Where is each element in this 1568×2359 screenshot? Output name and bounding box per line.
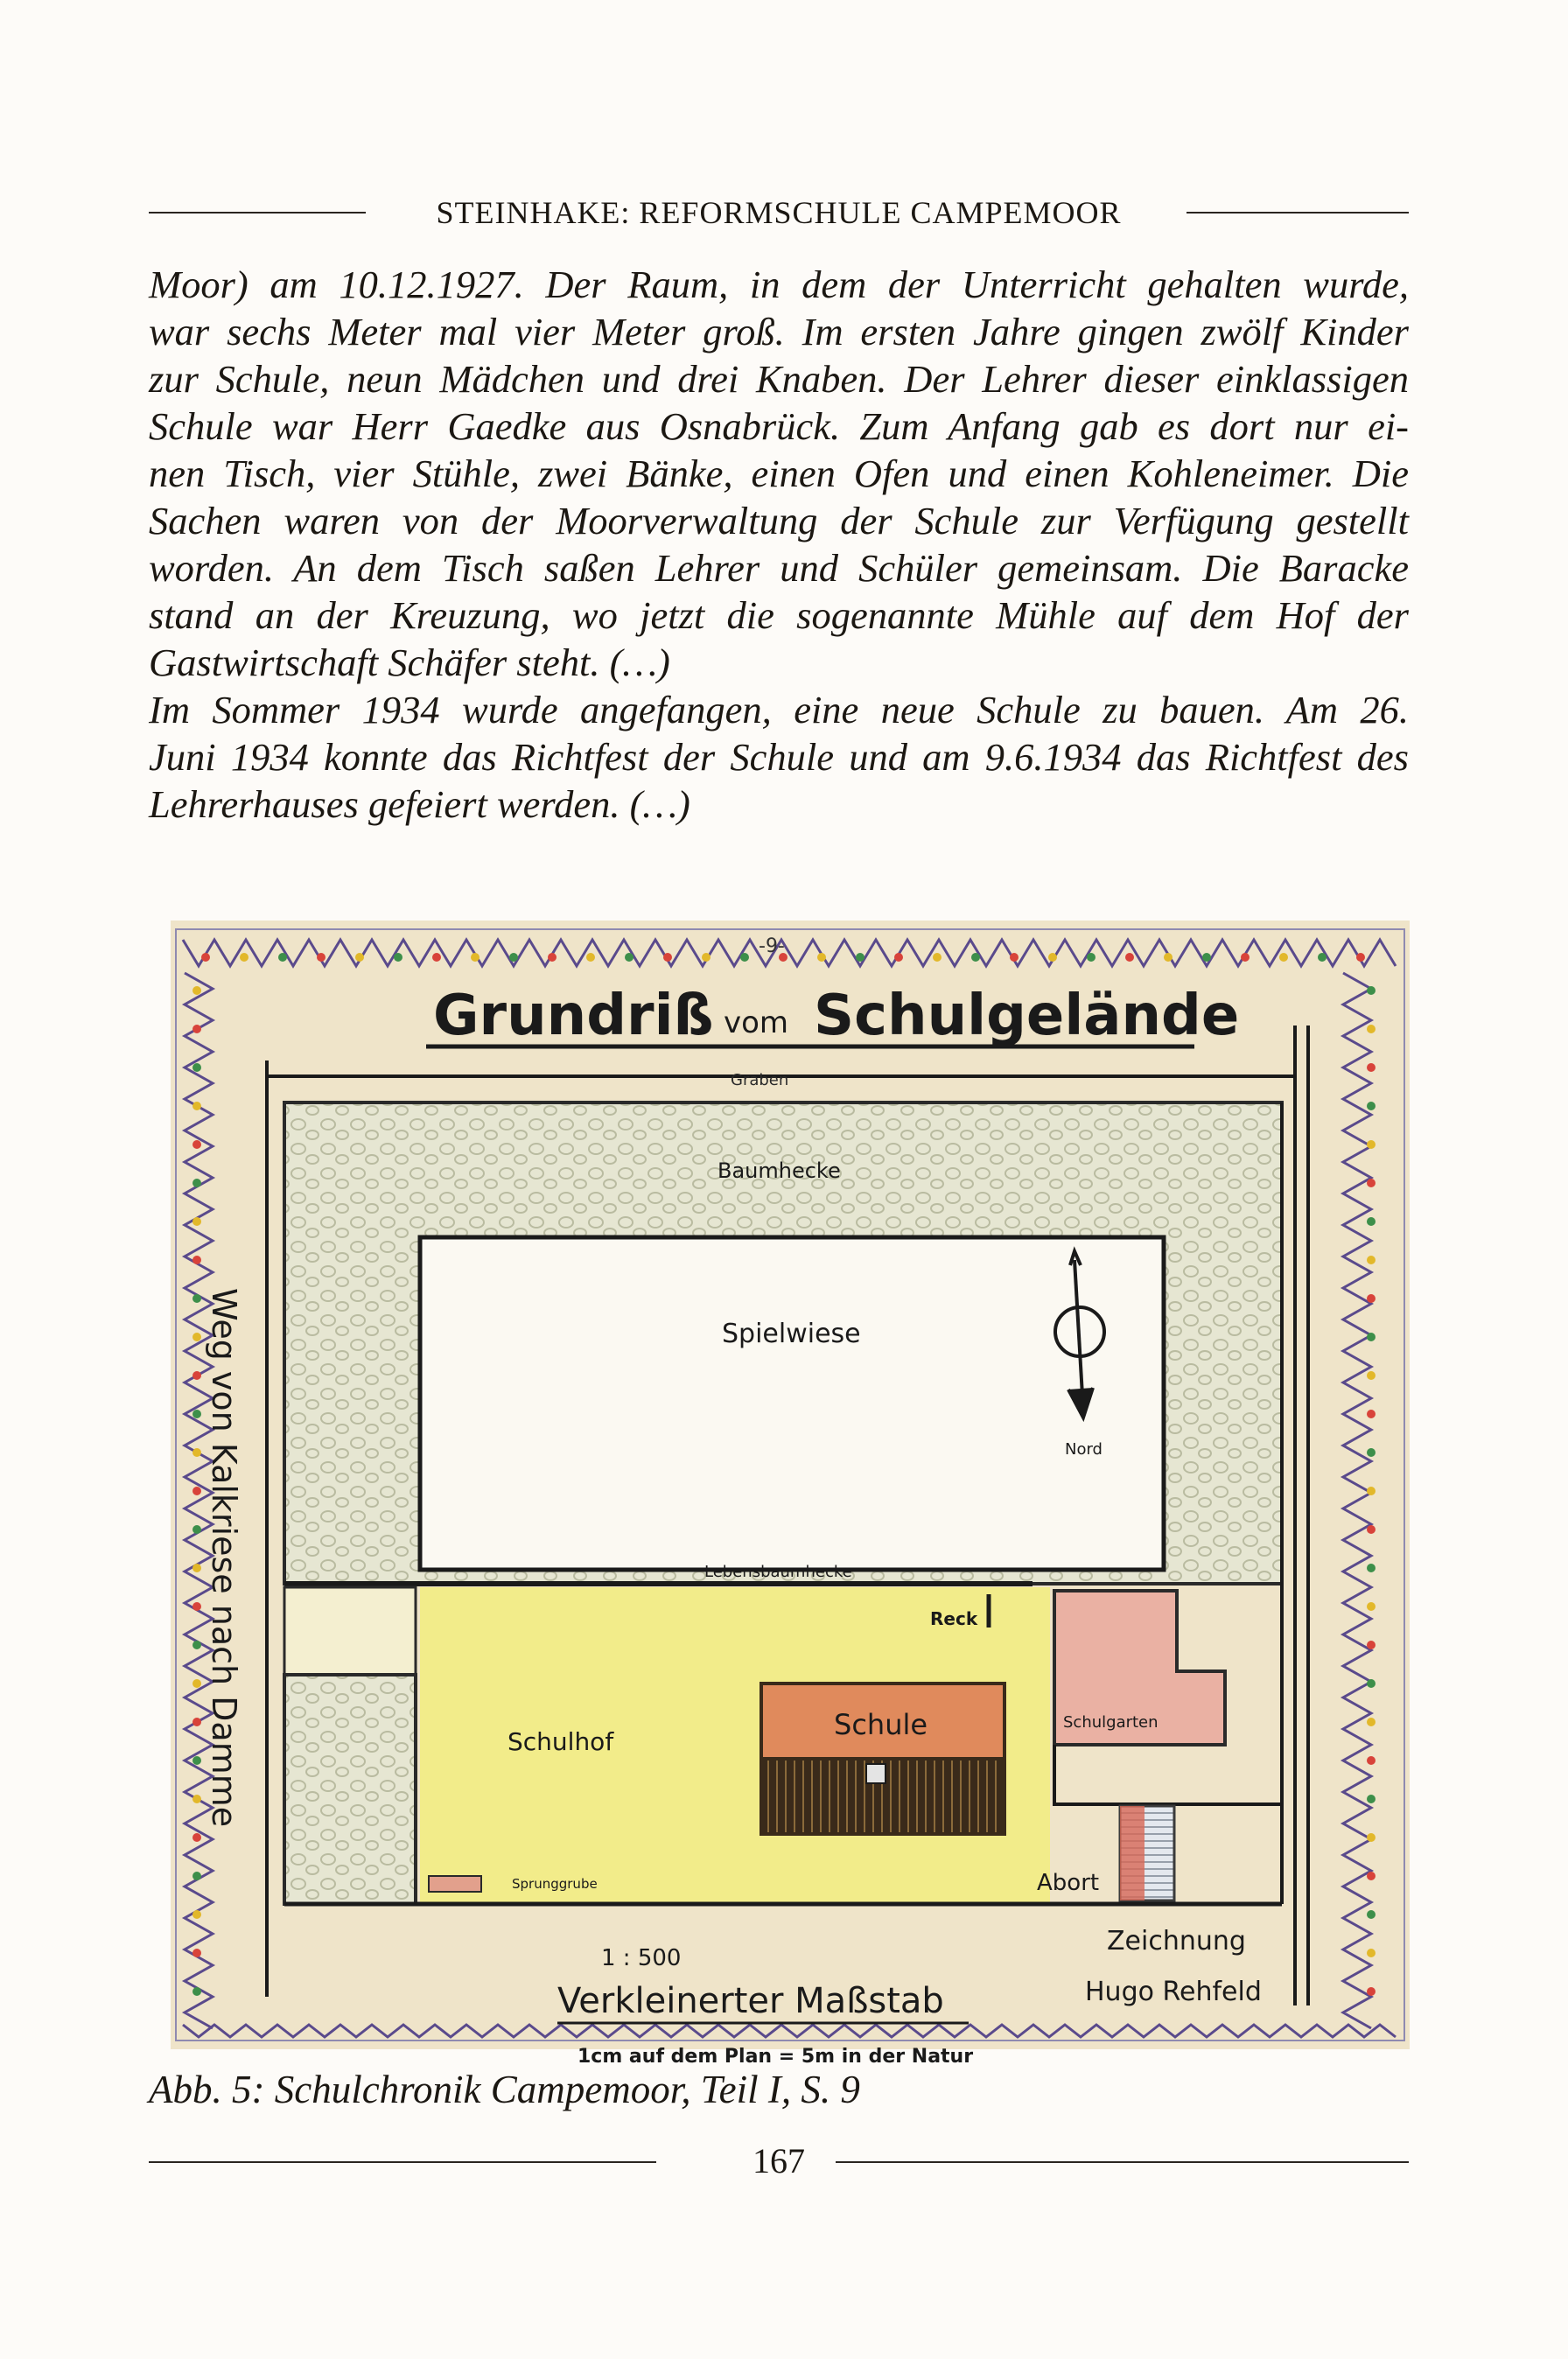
body-line: zur Schule, neun Mädchen und drei Knaben. Der Lehrer dieser einklassigen <box>149 357 1409 401</box>
body-line: Lehrerhauses gefeiert werden. (…) <box>149 782 690 826</box>
label-lebensbaumhecke: Lebensbaumhecke <box>704 1563 852 1581</box>
body-line: Im Sommer 1934 wurde angefangen, eine neue Schule zu bauen. Am 26. <box>149 688 1409 732</box>
body-line: Sachen waren von der Moorverwaltung der Schule zur Verfügung gestellt <box>149 499 1409 542</box>
plan-title-left: Grundriß <box>433 984 714 1048</box>
scale-title: Verkleinerter Maßstab <box>557 1981 944 2021</box>
body-line: stand an der Kreuzung, wo jetzt die sogenannte Mühle auf dem Hof der <box>149 593 1409 637</box>
scale-ratio: 1 : 500 <box>601 1945 682 1971</box>
body-line: Moor) am 10.12.1927. Der Raum, in dem der Unterricht gehalten wurde, <box>149 262 1409 306</box>
play-meadow <box>420 1237 1164 1570</box>
label-baumhecke: Baumhecke <box>718 1158 841 1183</box>
body-line: war sechs Meter mal vier Meter groß. Im ersten Jahre gingen zwölf Kinder <box>149 310 1409 354</box>
school-building <box>761 1684 1004 1834</box>
body-line: Juni 1934 konnte das Richtfest der Schule und am 9.6.1934 das Richtfest des <box>149 735 1409 779</box>
label-graben: Graben <box>731 1071 789 1089</box>
label-road: Weg von Kalkriese nach Damme <box>205 1288 243 1828</box>
running-head <box>149 191 1409 234</box>
jump-pit <box>429 1876 481 1892</box>
label-schulhof: Schulhof <box>508 1727 614 1756</box>
label-spielwiese: Spielwiese <box>722 1319 861 1349</box>
figure-page-mark: -9- <box>759 935 785 957</box>
label-reck: Reck <box>930 1608 978 1629</box>
running-head-rule-right <box>1186 212 1409 214</box>
label-nord: Nord <box>1065 1440 1102 1459</box>
plan-title-mid: vom <box>724 1005 789 1040</box>
body-line: nen Tisch, vier Stühle, zwei Bänke, einen Ofen und einen Kohleneimer. Die <box>149 452 1409 495</box>
credit-line-2: Hugo Rehfeld <box>1085 1977 1262 2007</box>
plan-title <box>426 984 1239 1048</box>
body-line: worden. An dem Tisch saßen Lehrer und Schüler gemeinsam. Die Baracke <box>149 546 1409 590</box>
label-schule: Schule <box>834 1708 928 1741</box>
footer-rule-right <box>836 2161 1409 2163</box>
label-abort: Abort <box>1037 1870 1100 1896</box>
credit-line-1: Zeichnung <box>1107 1926 1246 1956</box>
page-footer <box>149 2135 1409 2188</box>
running-head-title: STEINHAKE: REFORMSCHULE CAMPEMOOR <box>436 195 1122 230</box>
figure-caption: Abb. 5: Schulchronik Campemoor, Teil I, S. 9 <box>149 2068 860 2111</box>
school-plan-figure <box>171 920 1410 2068</box>
body-line: Schule war Herr Gaedke aus Osnabrück. Zum Anfang gab es dort nur ei- <box>149 404 1409 448</box>
school-plan-drawing <box>171 920 1410 2068</box>
scale-note: 1cm auf dem Plan = 5m in der Natur <box>578 2046 974 2068</box>
label-sprunggrube: Sprunggrube <box>512 1876 598 1892</box>
body-text <box>149 261 1409 828</box>
label-schulgarten: Schulgarten <box>1063 1713 1158 1732</box>
school-garden <box>1054 1591 1282 1804</box>
body-line: Gastwirtschaft Schäfer steht. (…) <box>149 640 670 684</box>
page-number: 167 <box>752 2141 805 2180</box>
plan-title-right: Schulgelände <box>814 984 1240 1048</box>
